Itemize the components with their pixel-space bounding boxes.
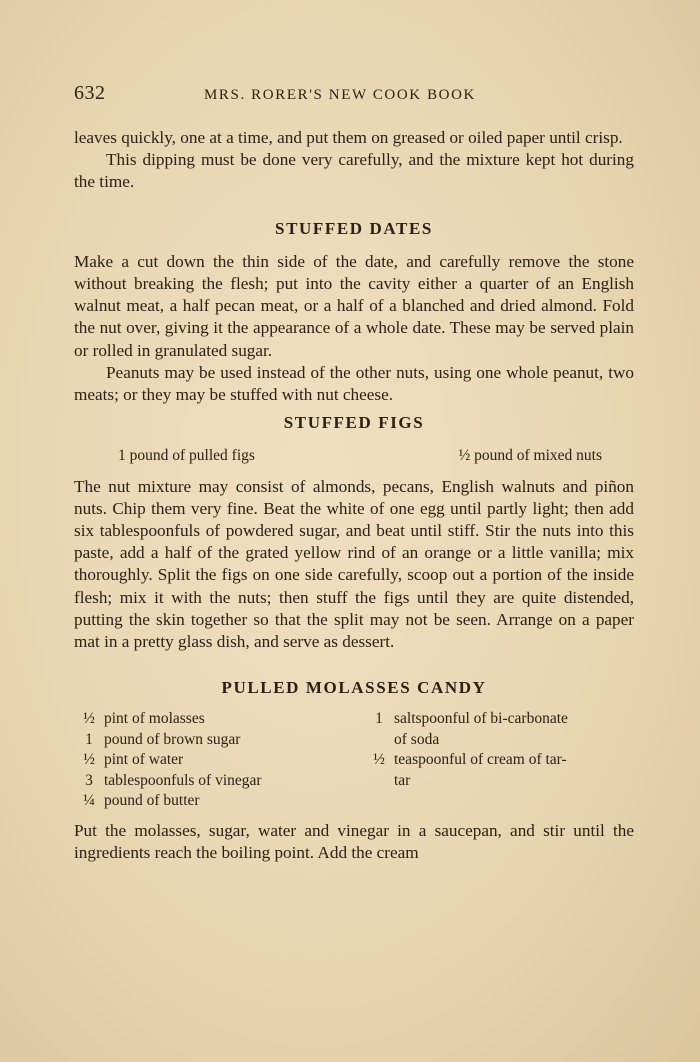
ingredient-text: tablespoonfuls of vinegar [104,771,262,789]
ingredient-text: tar [394,771,411,789]
stuffed-figs-heading: STUFFED FIGS [283,413,425,433]
page-header [74,82,634,112]
ingredient-quantity: ¼ [83,792,95,810]
ingredient-item [74,709,364,730]
ingredient-item [364,750,634,771]
ingredient-quantity: ½ [373,751,385,769]
ingredients-left-column [74,709,364,812]
stuffed-figs-paragraph: The nut mixture may consist of almonds, pecans, English walnuts and piñon nuts. Chip them very fine. Beat the white of one egg until partly light; then add six tablespoonfuls of powdered sugar, and beat until stiff. Stir the nuts into this paste, add a half of the grated yellow rind of an orange or a little vanilla; mix thoroughly. Split the figs on one side carefully, scoop out a portion of the inside flesh; mix it with the nuts; then stuff the figs until they are quite distended, putting the skin together so that the split may not be seen. Arrange on a paper mat in a pretty glass dish, and serve as dessert. [74,476,634,652]
ingredient-quantity: 3 [85,771,93,789]
ingredient-item: ½ pound of mixed nuts [458,447,602,465]
ingredient-continuation [364,771,634,792]
ingredient-text: saltspoonful of bi-carbonate [394,710,568,728]
ingredient-item [74,750,364,771]
running-title: MRS. RORER'S NEW COOK BOOK [204,87,476,103]
ingredient-item [74,730,364,751]
molasses-candy-paragraph: Put the molasses, sugar, water and vinegar in a saucepan, and stir until the ingredients reach the boiling point. Add the cream [74,820,634,863]
ingredient-item [74,791,364,812]
ingredient-item [364,709,634,730]
ingredient-text: pint of water [104,751,184,769]
molasses-candy-heading: PULLED MOLASSES CANDY [221,678,487,698]
ingredient-quantity: 1 [375,710,383,728]
ingredient-text: teaspoonful of cream of tar- [394,751,567,769]
ingredient-quantity: ½ [83,751,95,769]
molasses-candy-ingredients [74,709,634,812]
ingredient-text: of soda [394,730,440,748]
ingredient-text: pound of brown sugar [104,730,241,748]
page-body [74,127,634,864]
ingredients-right-column [364,709,634,812]
ingredient-text: pound of butter [104,792,200,810]
stuffed-figs-ingredients [74,445,634,467]
stuffed-dates-paragraph-2: Peanuts may be used instead of the other nuts, using one whole peanut, two meats; or they may be stuffed with nut cheese. [74,362,634,405]
ingredient-quantity: ½ [83,710,95,728]
ingredient-continuation [364,730,634,751]
ingredient-item [74,771,364,792]
intro-paragraph-1: leaves quickly, one at a time, and put them on greased or oiled paper until crisp. [74,128,623,147]
intro-paragraph-2: This dipping must be done very carefully, and the mixture kept hot during the time. [74,150,634,192]
ingredient-quantity: 1 [85,730,93,748]
stuffed-dates-paragraph-1: Make a cut down the thin side of the date, and carefully remove the stone without breaking the flesh; put into the cavity either a quarter of an English walnut meat, a half pecan meat, or a half of a blanched and dried almond. Fold the nut over, giving it the appearance of a whole date. These may be served plain or rolled in granulated sugar. [74,251,634,360]
ingredient-item: 1 pound of pulled figs [118,447,255,465]
ingredient-text: pint of molasses [104,710,205,728]
stuffed-dates-heading: STUFFED DATES [275,218,433,238]
page-number: 632 [74,82,106,104]
